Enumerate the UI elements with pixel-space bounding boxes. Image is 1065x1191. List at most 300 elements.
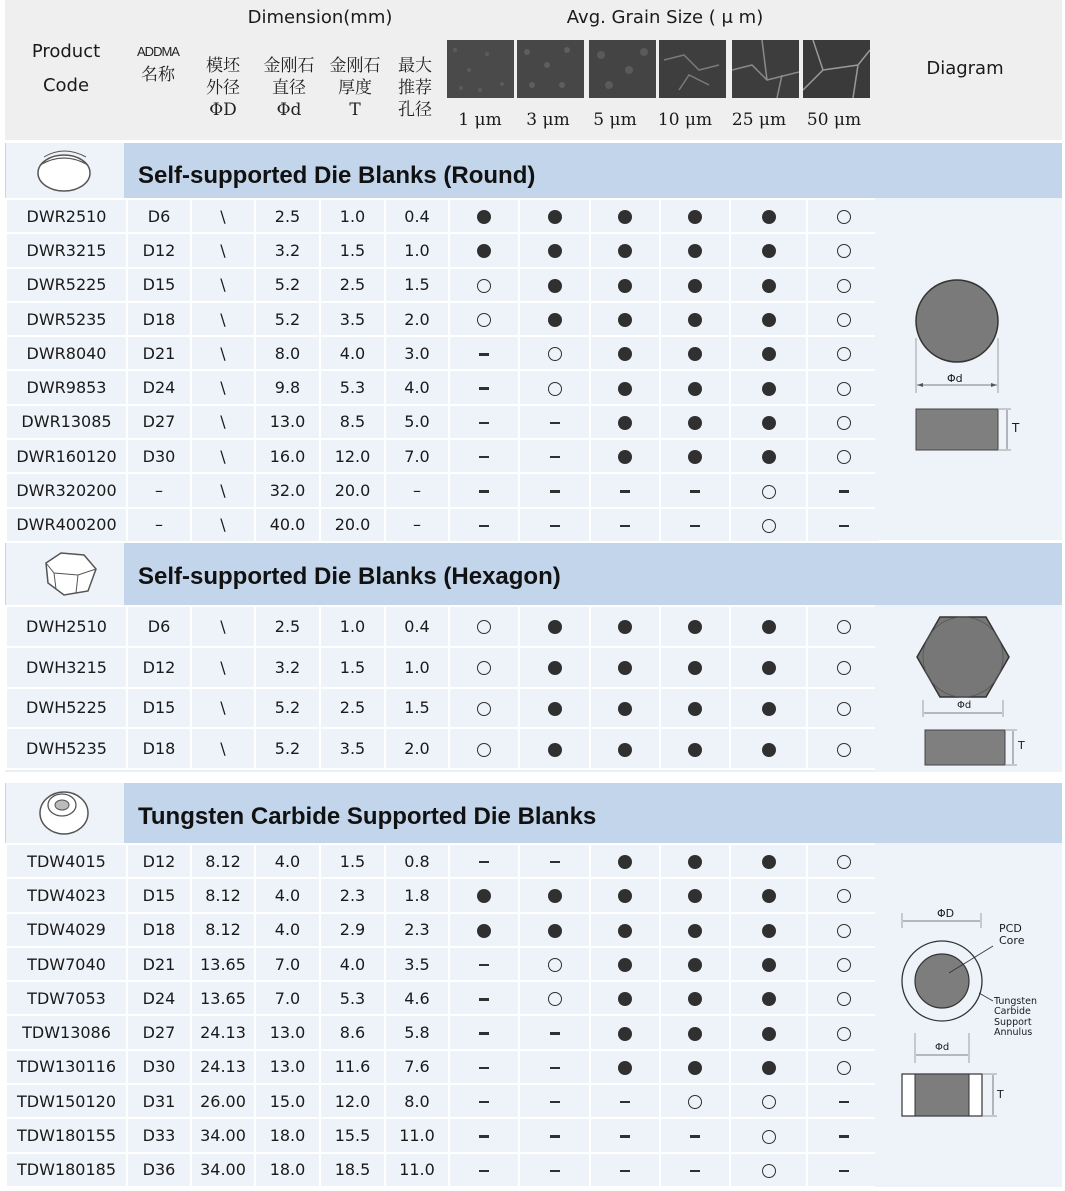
hole-cell: 1.5 — [385, 688, 449, 729]
available-filled-icon — [762, 620, 776, 634]
not-available-dash-icon — [550, 422, 560, 425]
available-filled-icon — [688, 620, 702, 634]
available-filled-icon — [762, 855, 776, 869]
not-available-dash-icon — [690, 1170, 700, 1173]
section-title: Self-supported Die Blanks (Round) — [138, 162, 536, 189]
t-cell: 1.5 — [320, 647, 385, 688]
available-filled-icon — [618, 958, 632, 972]
product-code-cell: DWH3215 — [6, 647, 127, 688]
grain-10um-swatch — [659, 40, 726, 98]
available-open-icon — [837, 279, 851, 293]
grain-25um-cell — [730, 844, 807, 878]
t-cell: 8.6 — [320, 1015, 385, 1049]
name-cell: D15 — [127, 268, 191, 302]
dia-cell: 3.2 — [255, 647, 320, 688]
grain-50um-swatch — [803, 40, 870, 98]
not-available-dash-icon — [620, 1135, 630, 1138]
table-row — [6, 1084, 880, 1118]
grain-5um-cell — [590, 405, 660, 439]
hexagon-diagram — [875, 605, 1062, 772]
not-available-dash-icon — [479, 490, 489, 493]
hexagon-blank-icon — [6, 543, 124, 605]
hole-cell: 11.0 — [385, 1118, 449, 1152]
hole-cell: 0.4 — [385, 606, 449, 647]
available-filled-icon — [762, 924, 776, 938]
grain-1um-cell — [449, 336, 519, 370]
available-filled-icon — [618, 992, 632, 1006]
diamond-diameter-heading: 金刚石 直径 Φd — [263, 56, 315, 120]
grain-5um-swatch — [589, 40, 656, 98]
grain-3um-cell — [519, 844, 590, 878]
grain-3um-cell — [519, 1118, 590, 1152]
available-open-icon — [837, 1061, 851, 1075]
grain-5um-cell — [590, 647, 660, 688]
od-cell: 8.12 — [191, 913, 255, 947]
available-filled-icon — [762, 743, 776, 757]
name-cell: D24 — [127, 981, 191, 1015]
product-code-cell: TDW7040 — [6, 947, 127, 981]
tungsten-diagram-d-label: Φd — [935, 1042, 950, 1053]
table-row — [6, 268, 880, 302]
not-available-dash-icon — [479, 1067, 489, 1070]
not-available-dash-icon — [479, 998, 489, 1001]
name-cell: D27 — [127, 1015, 191, 1049]
grain-5um-cell — [590, 844, 660, 878]
grain-3um-cell — [519, 688, 590, 729]
t-cell: 15.5 — [320, 1118, 385, 1152]
grain-25um-cell — [730, 473, 807, 507]
name-cell: D30 — [127, 1050, 191, 1084]
grain-10um-cell — [660, 508, 730, 542]
available-open-icon — [837, 958, 851, 972]
od-cell: \ — [191, 688, 255, 729]
grain-50um-cell — [807, 302, 880, 336]
icon-cell — [6, 543, 124, 605]
available-filled-icon — [548, 244, 562, 258]
available-filled-icon — [688, 1061, 702, 1075]
hole-cell: 1.0 — [385, 647, 449, 688]
grain-50um-cell — [807, 508, 880, 542]
name-cell: D18 — [127, 913, 191, 947]
grain-50um-cell — [807, 728, 880, 769]
available-filled-icon — [548, 924, 562, 938]
od-cell: 24.13 — [191, 1015, 255, 1049]
available-filled-icon — [548, 743, 562, 757]
name-cell: D31 — [127, 1084, 191, 1118]
grain-5um-cell — [590, 370, 660, 404]
grain-3um-cell — [519, 473, 590, 507]
available-open-icon — [837, 889, 851, 903]
available-filled-icon — [762, 279, 776, 293]
available-open-icon — [477, 702, 491, 716]
not-available-dash-icon — [620, 1101, 630, 1104]
not-available-dash-icon — [690, 525, 700, 528]
od-cell: \ — [191, 728, 255, 769]
table-row — [6, 473, 880, 507]
grain-5um-cell — [590, 1153, 660, 1187]
available-open-icon — [477, 313, 491, 327]
grain-50um-cell — [807, 405, 880, 439]
support-annulus-label: Tungsten Carbide Support Annulus — [994, 996, 1037, 1039]
table-row — [6, 688, 880, 729]
grain-5um-cell — [590, 1118, 660, 1152]
table-row — [6, 302, 880, 336]
product-code-cell: DWR5235 — [6, 302, 127, 336]
grain-5um-cell — [590, 1015, 660, 1049]
product-code-cell: TDW7053 — [6, 981, 127, 1015]
od-cell: \ — [191, 405, 255, 439]
available-open-icon — [837, 210, 851, 224]
not-available-dash-icon — [550, 1067, 560, 1070]
available-filled-icon — [618, 620, 632, 634]
not-available-dash-icon — [550, 861, 560, 864]
grain-5um-cell — [590, 947, 660, 981]
name-cell: D12 — [127, 233, 191, 267]
grain-25um-cell — [730, 1153, 807, 1187]
dia-cell: 5.2 — [255, 268, 320, 302]
grain-10um-cell — [660, 878, 730, 912]
available-filled-icon — [477, 924, 491, 938]
available-filled-icon — [618, 450, 632, 464]
grain-5um-cell — [590, 913, 660, 947]
icon-cell — [6, 783, 124, 843]
available-filled-icon — [762, 244, 776, 258]
name-cell: – — [127, 473, 191, 507]
od-cell: 13.65 — [191, 981, 255, 1015]
not-available-dash-icon — [479, 353, 489, 356]
grain-50um-cell — [807, 1015, 880, 1049]
diamond-thickness-heading: 金刚石 厚度 T — [329, 56, 381, 120]
not-available-dash-icon — [839, 1170, 849, 1173]
hole-cell: 0.4 — [385, 199, 449, 233]
t-cell: 12.0 — [320, 1084, 385, 1118]
grain-5um-cell — [590, 439, 660, 473]
available-open-icon — [477, 620, 491, 634]
hole-cell: 7.0 — [385, 439, 449, 473]
od-cell: \ — [191, 508, 255, 542]
name-cell: D18 — [127, 302, 191, 336]
product-code-cell: TDW4029 — [6, 913, 127, 947]
grain-1um-cell — [449, 844, 519, 878]
available-filled-icon — [688, 958, 702, 972]
name-cell: D21 — [127, 947, 191, 981]
hole-cell: 4.6 — [385, 981, 449, 1015]
grain-1um-cell — [449, 1084, 519, 1118]
product-code-heading: Product Code — [31, 41, 101, 97]
grain-10um-cell — [660, 336, 730, 370]
name-cell: D30 — [127, 439, 191, 473]
od-cell: \ — [191, 336, 255, 370]
available-filled-icon — [688, 450, 702, 464]
dia-cell: 9.8 — [255, 370, 320, 404]
product-code-cell: DWH5235 — [6, 728, 127, 769]
max-hole-heading: 最大 推荐 孔径 — [398, 56, 432, 120]
grain-25um-cell — [730, 947, 807, 981]
available-filled-icon — [688, 924, 702, 938]
available-filled-icon — [618, 1061, 632, 1075]
grain-5um-cell — [590, 688, 660, 729]
hexagon-table — [5, 605, 881, 770]
dia-cell: 8.0 — [255, 336, 320, 370]
grain-50um-cell — [807, 606, 880, 647]
hole-cell: 1.5 — [385, 268, 449, 302]
grain-3um-cell — [519, 947, 590, 981]
grain-5um-cell — [590, 233, 660, 267]
grain-3um-cell — [519, 728, 590, 769]
available-open-icon — [837, 924, 851, 938]
available-filled-icon — [618, 889, 632, 903]
hole-cell: 0.8 — [385, 844, 449, 878]
t-cell: 2.3 — [320, 878, 385, 912]
available-open-icon — [762, 1095, 776, 1109]
t-cell: 20.0 — [320, 508, 385, 542]
dia-cell: 5.2 — [255, 728, 320, 769]
dia-cell: 15.0 — [255, 1084, 320, 1118]
name-cell: D21 — [127, 336, 191, 370]
available-open-icon — [837, 855, 851, 869]
product-code-cell: TDW180185 — [6, 1153, 127, 1187]
available-filled-icon — [477, 889, 491, 903]
grain-25um-cell — [730, 508, 807, 542]
grain-1um-swatch — [447, 40, 514, 98]
grain-3um-cell — [519, 981, 590, 1015]
name-cell: D12 — [127, 647, 191, 688]
available-open-icon — [837, 382, 851, 396]
available-filled-icon — [688, 416, 702, 430]
available-filled-icon — [688, 992, 702, 1006]
round-table — [5, 198, 881, 543]
available-filled-icon — [762, 416, 776, 430]
grain-10um-cell — [660, 1118, 730, 1152]
grain-25um-cell — [730, 439, 807, 473]
grain-5um-cell — [590, 473, 660, 507]
grain-1um-cell — [449, 728, 519, 769]
product-code-cell: TDW180155 — [6, 1118, 127, 1152]
table-row — [6, 844, 880, 878]
grain-25um-cell — [730, 981, 807, 1015]
hole-cell: 3.0 — [385, 336, 449, 370]
t-cell: 1.5 — [320, 844, 385, 878]
grain-size-heading: Avg. Grain Size ( μ m) — [566, 7, 764, 28]
od-cell: \ — [191, 647, 255, 688]
od-cell: 24.13 — [191, 1050, 255, 1084]
grain-10um-cell — [660, 473, 730, 507]
dia-cell: 2.5 — [255, 606, 320, 647]
grain-label-10um: 10 μm — [657, 110, 713, 130]
t-cell: 2.5 — [320, 268, 385, 302]
section-title: Self-supported Die Blanks (Hexagon) — [138, 563, 561, 590]
tungsten-diagram — [875, 843, 1062, 1187]
round-diagram-t-label: T — [1012, 421, 1020, 435]
dia-cell: 7.0 — [255, 981, 320, 1015]
grain-3um-cell — [519, 508, 590, 542]
grain-25um-cell — [730, 1015, 807, 1049]
hole-cell: 11.0 — [385, 1153, 449, 1187]
grain-1um-cell — [449, 199, 519, 233]
table-row — [6, 336, 880, 370]
section-hexagon — [5, 543, 1062, 772]
grain-50um-cell — [807, 1084, 880, 1118]
name-cell: D12 — [127, 844, 191, 878]
grain-25um-cell — [730, 1118, 807, 1152]
dia-cell: 2.5 — [255, 199, 320, 233]
grain-10um-cell — [660, 844, 730, 878]
not-available-dash-icon — [839, 525, 849, 528]
hole-cell: 8.0 — [385, 1084, 449, 1118]
t-cell: 4.0 — [320, 336, 385, 370]
grain-25um-cell — [730, 268, 807, 302]
grain-5um-cell — [590, 302, 660, 336]
grain-10um-cell — [660, 1153, 730, 1187]
available-filled-icon — [618, 743, 632, 757]
grain-50um-cell — [807, 981, 880, 1015]
available-filled-icon — [688, 313, 702, 327]
available-open-icon — [548, 347, 562, 361]
name-cell: D27 — [127, 405, 191, 439]
t-cell: 4.0 — [320, 947, 385, 981]
hole-cell: 3.5 — [385, 947, 449, 981]
t-cell: 18.5 — [320, 1153, 385, 1187]
available-open-icon — [477, 661, 491, 675]
t-cell: 2.9 — [320, 913, 385, 947]
table-row — [6, 1118, 880, 1152]
grain-3um-cell — [519, 336, 590, 370]
grain-25um-cell — [730, 370, 807, 404]
table-row — [6, 606, 880, 647]
table-row — [6, 878, 880, 912]
t-cell: 20.0 — [320, 473, 385, 507]
grain-3um-cell — [519, 1015, 590, 1049]
available-open-icon — [837, 450, 851, 464]
grain-1um-cell — [449, 947, 519, 981]
grain-10um-cell — [660, 728, 730, 769]
not-available-dash-icon — [479, 1170, 489, 1173]
dia-cell: 5.2 — [255, 688, 320, 729]
grain-25um-cell — [730, 606, 807, 647]
product-code-cell: DWR320200 — [6, 473, 127, 507]
name-heading: ADDMA 名称 — [137, 44, 179, 85]
available-filled-icon — [618, 382, 632, 396]
hexagon-diagram-t-label: T — [1018, 739, 1025, 752]
t-cell: 12.0 — [320, 439, 385, 473]
grain-10um-cell — [660, 947, 730, 981]
grain-1um-cell — [449, 268, 519, 302]
dia-cell: 13.0 — [255, 1050, 320, 1084]
t-cell: 1.0 — [320, 606, 385, 647]
grain-10um-cell — [660, 981, 730, 1015]
not-available-dash-icon — [479, 964, 489, 967]
name-cell: D36 — [127, 1153, 191, 1187]
available-filled-icon — [688, 702, 702, 716]
available-filled-icon — [688, 382, 702, 396]
dia-cell: 13.0 — [255, 1015, 320, 1049]
grain-50um-cell — [807, 199, 880, 233]
name-cell: D6 — [127, 199, 191, 233]
table-row — [6, 233, 880, 267]
available-open-icon — [837, 661, 851, 675]
grain-50um-cell — [807, 233, 880, 267]
available-filled-icon — [762, 313, 776, 327]
dia-cell: 18.0 — [255, 1118, 320, 1152]
grain-50um-cell — [807, 1050, 880, 1084]
grain-10um-cell — [660, 606, 730, 647]
section-tungsten-carbide — [5, 783, 1062, 1187]
available-open-icon — [688, 1095, 702, 1109]
grain-50um-cell — [807, 1118, 880, 1152]
od-cell: 8.12 — [191, 878, 255, 912]
available-filled-icon — [618, 1027, 632, 1041]
not-available-dash-icon — [479, 1032, 489, 1035]
available-filled-icon — [762, 1061, 776, 1075]
grain-10um-cell — [660, 439, 730, 473]
table-header — [5, 0, 1062, 140]
grain-50um-cell — [807, 688, 880, 729]
dia-cell: 13.0 — [255, 405, 320, 439]
not-available-dash-icon — [479, 387, 489, 390]
grain-5um-cell — [590, 981, 660, 1015]
od-cell: \ — [191, 473, 255, 507]
grain-1um-cell — [449, 1015, 519, 1049]
available-filled-icon — [548, 210, 562, 224]
product-code-cell: DWR8040 — [6, 336, 127, 370]
grain-label-1um: 1 μm — [458, 110, 502, 130]
grain-10um-cell — [660, 1050, 730, 1084]
grain-25um-cell — [730, 1084, 807, 1118]
available-filled-icon — [618, 416, 632, 430]
available-open-icon — [837, 743, 851, 757]
grain-10um-cell — [660, 913, 730, 947]
od-cell: \ — [191, 199, 255, 233]
available-filled-icon — [548, 313, 562, 327]
not-available-dash-icon — [839, 1101, 849, 1104]
tungsten-diagram-od-label: ΦD — [937, 907, 955, 920]
hole-cell: 7.6 — [385, 1050, 449, 1084]
available-filled-icon — [618, 313, 632, 327]
grain-25um-cell — [730, 688, 807, 729]
od-cell: 26.00 — [191, 1084, 255, 1118]
table-row — [6, 728, 880, 769]
grain-5um-cell — [590, 878, 660, 912]
od-cell: 34.00 — [191, 1118, 255, 1152]
supported-blank-icon — [6, 783, 124, 843]
grain-1um-cell — [449, 913, 519, 947]
name-cell: D15 — [127, 878, 191, 912]
grain-5um-cell — [590, 1050, 660, 1084]
available-filled-icon — [762, 210, 776, 224]
table-row — [6, 1015, 880, 1049]
dia-cell: 4.0 — [255, 913, 320, 947]
od-cell: \ — [191, 268, 255, 302]
hole-cell: – — [385, 473, 449, 507]
product-code-cell: DWR2510 — [6, 199, 127, 233]
available-filled-icon — [548, 702, 562, 716]
section-title: Tungsten Carbide Supported Die Blanks — [138, 803, 597, 830]
hole-cell: 4.0 — [385, 370, 449, 404]
product-code-cell: DWH2510 — [6, 606, 127, 647]
grain-10um-cell — [660, 688, 730, 729]
table-row — [6, 199, 880, 233]
dia-cell: 18.0 — [255, 1153, 320, 1187]
available-filled-icon — [618, 855, 632, 869]
available-open-icon — [762, 485, 776, 499]
available-open-icon — [837, 620, 851, 634]
hole-cell: 2.0 — [385, 728, 449, 769]
available-filled-icon — [477, 210, 491, 224]
available-filled-icon — [618, 347, 632, 361]
available-filled-icon — [688, 743, 702, 757]
grain-3um-cell — [519, 405, 590, 439]
t-cell: 5.3 — [320, 981, 385, 1015]
